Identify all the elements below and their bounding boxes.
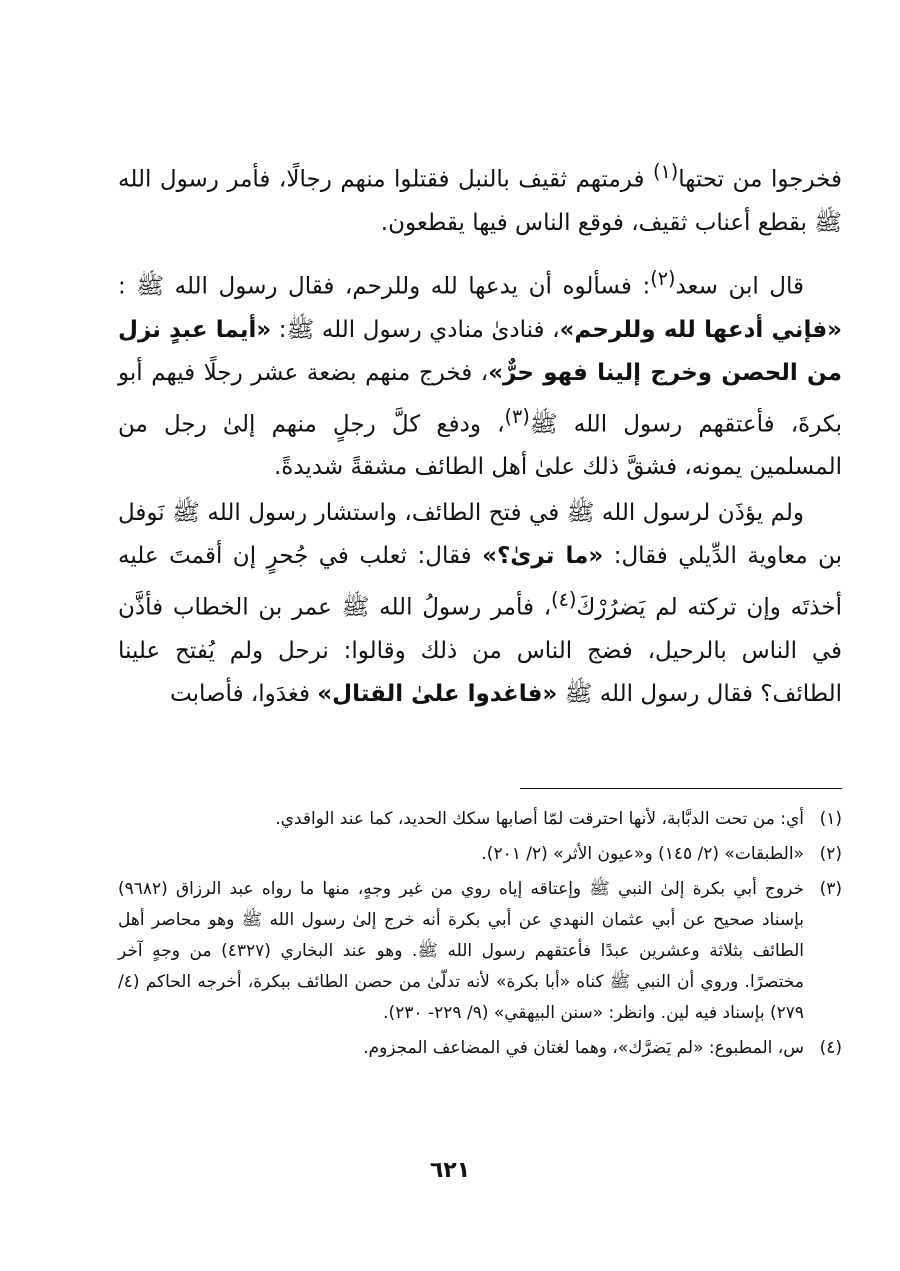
text-run: ولم يؤذَن لرسول الله ﷺ في فتح الطائف، واستشار رسول الله ﷺ نَوفل بن معاوية الدِّيلي فقال: [118, 500, 843, 569]
paragraph-3 [118, 492, 842, 716]
hadith-quote: «فاغدوا علىٰ القتال» [317, 680, 558, 707]
footnote-2 [118, 839, 842, 870]
footnote-text: خروج أبي بكرة إلىٰ النبي ﷺ وإعتاقه إياه روي من غير وجهٍ، منها ما رواه عبد الرزاق (٩٦٨٢) بإسناد صحيح عن أبي عثمان النهدي عن أبي بكرة أنه خرج إلىٰ رسول الله ﷺ وهو محاصر أهل الطائف بثلاثة وعشرين عبدًا فأعتقهم رسول الله ﷺ. وهو عند البخاري (٤٣٢٧) من وجهٍ آخر مختصرًا. وروي أن النبي ﷺ كناه «أبا بكرة» لأنه تدلّىٰ من حصن الطائف ببكرة، أخرجه الحاكم (٤/ ٢٧٩) بإسناد فيه لين. وانظر: «سنن البيهقي» (٩/ ٢٢٩- ٢٣٠). [118, 879, 804, 1023]
paragraph-3-text [118, 492, 842, 716]
footnote-3 [118, 874, 842, 1029]
footnote-text: «الطبقات» (٢/ ١٤٥) و«عيون الأثر» (٢/ ٢٠١). [481, 844, 804, 864]
text-run: فرمتهم ثقيف بالنبل فقتلوا منهم رجالًا، فأمر رسول الله ﷺ بقطع أعناب ثقيف، فوقع الناس فيها يقطعون. [118, 166, 842, 236]
footnote-ref-2[interactable]: (٢) [650, 267, 676, 290]
footnote-number: (٤) [819, 1038, 842, 1058]
hadith-quote: «ما ترىٰ؟» [482, 543, 604, 569]
footnote-number: (٢) [819, 844, 842, 864]
footnote-divider [520, 788, 842, 789]
footnote-ref-1[interactable]: (١) [653, 160, 679, 183]
text-run: ، فخرج منهم بضعة عشر رجلًا فيهم أبو بكرةَ، فأعتقهم رسول الله ﷺ [118, 359, 842, 438]
paragraph-2-text [118, 257, 842, 489]
footnote-number: (١) [819, 809, 842, 829]
text-run: : فسألوه أن يدعها لله وللرحم، فقال رسول الله ﷺ : [118, 273, 651, 300]
text-run: ، ودفع كلَّ رجلٍ منهم إلىٰ رجل من المسلمين يمونه، فشقَّ ذلك علىٰ أهل الطائف مشقةً شديدةً. [118, 411, 842, 481]
hadith-quote: «أيما عبدٍ نزل من الحصن وخرج إلينا فهو حرٌّ» [118, 316, 842, 386]
text-run: فغدَوا، فأصابت [170, 680, 318, 707]
text-run: فخرجوا من تحتها [678, 166, 842, 193]
footnote-text: أي: من تحت الدبَّابة، لأنها احترقت لمّا أصابها سكك الحديد، كما عند الواقدي. [275, 809, 804, 829]
paragraph-1-text [118, 150, 842, 245]
footnote-ref-3[interactable]: (٣) [504, 404, 530, 428]
footnote-1 [118, 804, 842, 835]
page-number: ٦٢١ [429, 1158, 471, 1183]
paragraph-2 [118, 257, 842, 489]
footnote-text: س، المطبوع: «لم يَضرَّك»، وهما لغتان في المضاعف المجزوم. [363, 1038, 804, 1058]
footnote-4 [118, 1033, 842, 1064]
text-run: ، فنادىٰ منادي رسول الله ﷺ: [271, 316, 560, 343]
footnote-ref-4[interactable]: (٤) [551, 588, 577, 611]
paragraph-1 [118, 150, 842, 245]
footnotes [118, 804, 842, 1068]
footnote-number: (٣) [819, 879, 842, 899]
text-run: قال ابن سعد [675, 273, 804, 300]
text-run: فقال: ثعلب في جُحرٍ إن أقمتَ عليه أخذتَه وإن تركته لم يَضرُرْكَ [118, 543, 842, 621]
hadith-quote: «فإني أدعها لله وللرحم» [559, 316, 842, 343]
text-run: ، فأمر رسولُ الله ﷺ عمر بن الخطاب فأذَّن في الناس بالرحيل، فضج الناس من ذلك وقالوا: نرحل ولم يُفتح علينا الطائف؟ فقال رسول الله ﷺ [118, 594, 842, 707]
